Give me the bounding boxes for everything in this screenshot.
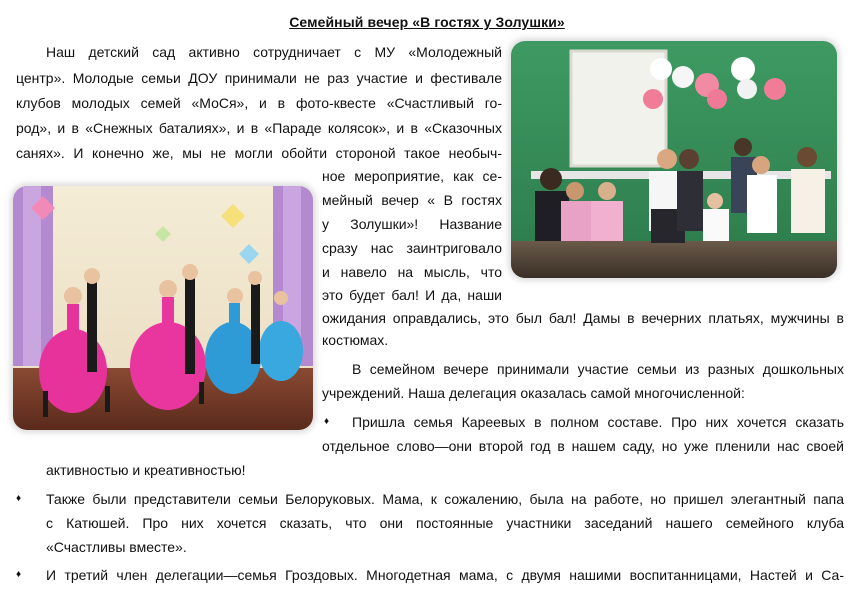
bullet-line: И третий член делегации—семья Гроздовых. Многодетная мама, с двумя нашими воспитанницами, Настей и Са- (46, 567, 844, 583)
paragraph-line: мейный вечер « В гостях (322, 192, 502, 208)
families-group-photo (511, 41, 837, 278)
paragraph-line: костюмах. (322, 332, 389, 348)
bullet-icon: ♦ (324, 416, 330, 427)
paragraph-line: сразу нас заинтриговало (322, 240, 502, 256)
bullet-line: с Катюшей. Про них хочется сказать, что они постоянные участники заседаний нашего семейного клуба (46, 515, 844, 531)
paragraph-line: центр». Молодые семьи ДОУ принимали не раз участие и фестивале (16, 70, 502, 86)
bullet-line: активностью и креативностью! (46, 462, 246, 478)
bullet-line: Пришла семья Кареевых в полном составе. Про них хочется сказать (352, 414, 844, 430)
bullet-icon: ♦ (16, 569, 22, 580)
families-group-photo-icon (511, 41, 837, 278)
document-title: Семейный вечер «В гостях у Золушки» (289, 14, 565, 30)
paragraph-line: у Золушки»! Название (322, 216, 502, 232)
ballroom-dance-photo (13, 186, 313, 430)
bullet-line: «Счастливы вместе». (46, 539, 187, 555)
bullet-line: отдельное слово—они второй год в нашем саду, но уже пленили нас своей (322, 438, 844, 454)
paragraph-line: клубов молодых семей «МоСя», и в фото-квесте «Счастливый го- (16, 95, 502, 111)
paragraph-line: Наш детский сад активно сотрудничает с МУ «Молодежный (46, 44, 502, 60)
paragraph-line: учреждений. Наша делегация оказалась самой многочисленной: (322, 385, 745, 401)
bullet-line: Также были представители семьи Белоруковых. Мама, к сожалению, была на работе, но пришел элегантный папа (46, 491, 844, 507)
paragraph-line: В семейном вечере принимали участие семьи из разных дошкольных (352, 361, 844, 377)
paragraph-line: и навело на мысль, что (322, 264, 502, 280)
paragraph-line: санях». И конечно же, мы не могли обойти стороной такое необыч- (16, 145, 502, 161)
paragraph-line: это будет бал! И да, наши (322, 287, 502, 303)
ballroom-dance-photo-icon (13, 186, 313, 430)
paragraph-line: ожидания оправдались, это был бал! Дамы в вечерних платьях, мужчины в (322, 310, 844, 326)
paragraph-line: ное мероприятие, как се- (322, 168, 502, 184)
paragraph-line: род», и в «Снежных баталиях», и в «Параде колясок», и в «Сказочных (16, 120, 502, 136)
bullet-icon: ♦ (16, 493, 22, 504)
